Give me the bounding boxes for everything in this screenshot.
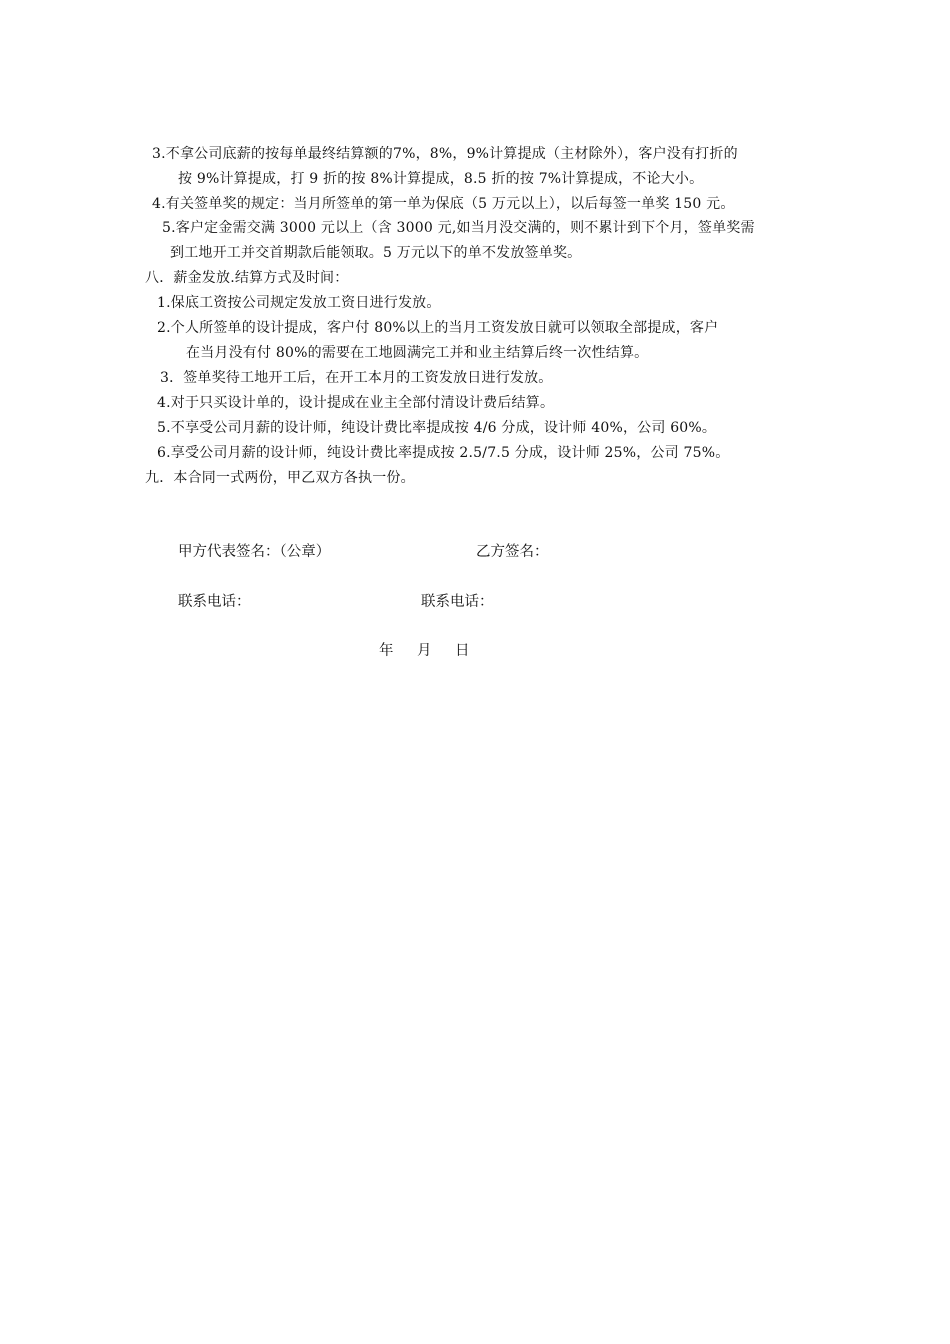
date-day-label: 日 (455, 643, 470, 659)
clause-4: 4.有关签单奖的规定：当月所签单的第一单为保底（5 万元以上），以后每签一单奖 150 元。 (152, 196, 735, 212)
clause-3-line-2: 按 9%计算提成，打 9 折的按 8%计算提成，8.5 折的按 7%计算提成，不论大小。 (178, 171, 704, 187)
party-b-signature-label: 乙方签名： (476, 544, 549, 560)
clause-5-line-1: 5.客户定金需交满 3000 元以上（含 3000 元,如当月没交满的，则不累计到下个月，签单奖需 (162, 220, 755, 236)
date-month-label: 月 (417, 643, 432, 659)
clause-5-line-2: 到工地开工并交首期款后能领取。5 万元以下的单不发放签单奖。 (170, 245, 582, 261)
section-9-heading: 九．本合同一式两份，甲乙双方各执一份。 (145, 470, 415, 486)
section-8-item-5: 5.不享受公司月薪的设计师，纯设计费比率提成按 4/6 分成，设计师 40%，公司 60%。 (157, 420, 717, 436)
party-b-phone-label: 联系电话： (421, 594, 494, 610)
party-a-phone-label: 联系电话： (178, 594, 251, 610)
party-a-signature-label: 甲方代表签名：（公章） (178, 544, 331, 560)
section-8-item-1: 1.保底工资按公司规定发放工资日进行发放。 (157, 295, 441, 311)
section-8-item-2-line-1: 2.个人所签单的设计提成，客户付 80%以上的当月工资发放日就可以领取全部提成，客户 (157, 320, 719, 336)
section-8-item-2-line-2: 在当月没有付 80%的需要在工地圆满完工并和业主结算后终一次性结算。 (186, 345, 649, 361)
section-8-item-4: 4.对于只买设计单的，设计提成在业主全部付清设计费后结算。 (157, 395, 555, 411)
section-8-item-3: 3．签单奖待工地开工后，在开工本月的工资发放日进行发放。 (160, 370, 553, 386)
date-year-label: 年 (379, 643, 394, 659)
section-8-heading: 八．薪金发放.结算方式及时间： (145, 270, 349, 286)
section-8-item-6: 6.享受公司月薪的设计师，纯设计费比率提成按 2.5/7.5 分成，设计师 25%，公司 75%。 (157, 445, 730, 461)
clause-3-line-1: 3.不拿公司底薪的按每单最终结算额的7%，8%，9%计算提成（主材除外），客户没有打折的 (152, 146, 738, 162)
